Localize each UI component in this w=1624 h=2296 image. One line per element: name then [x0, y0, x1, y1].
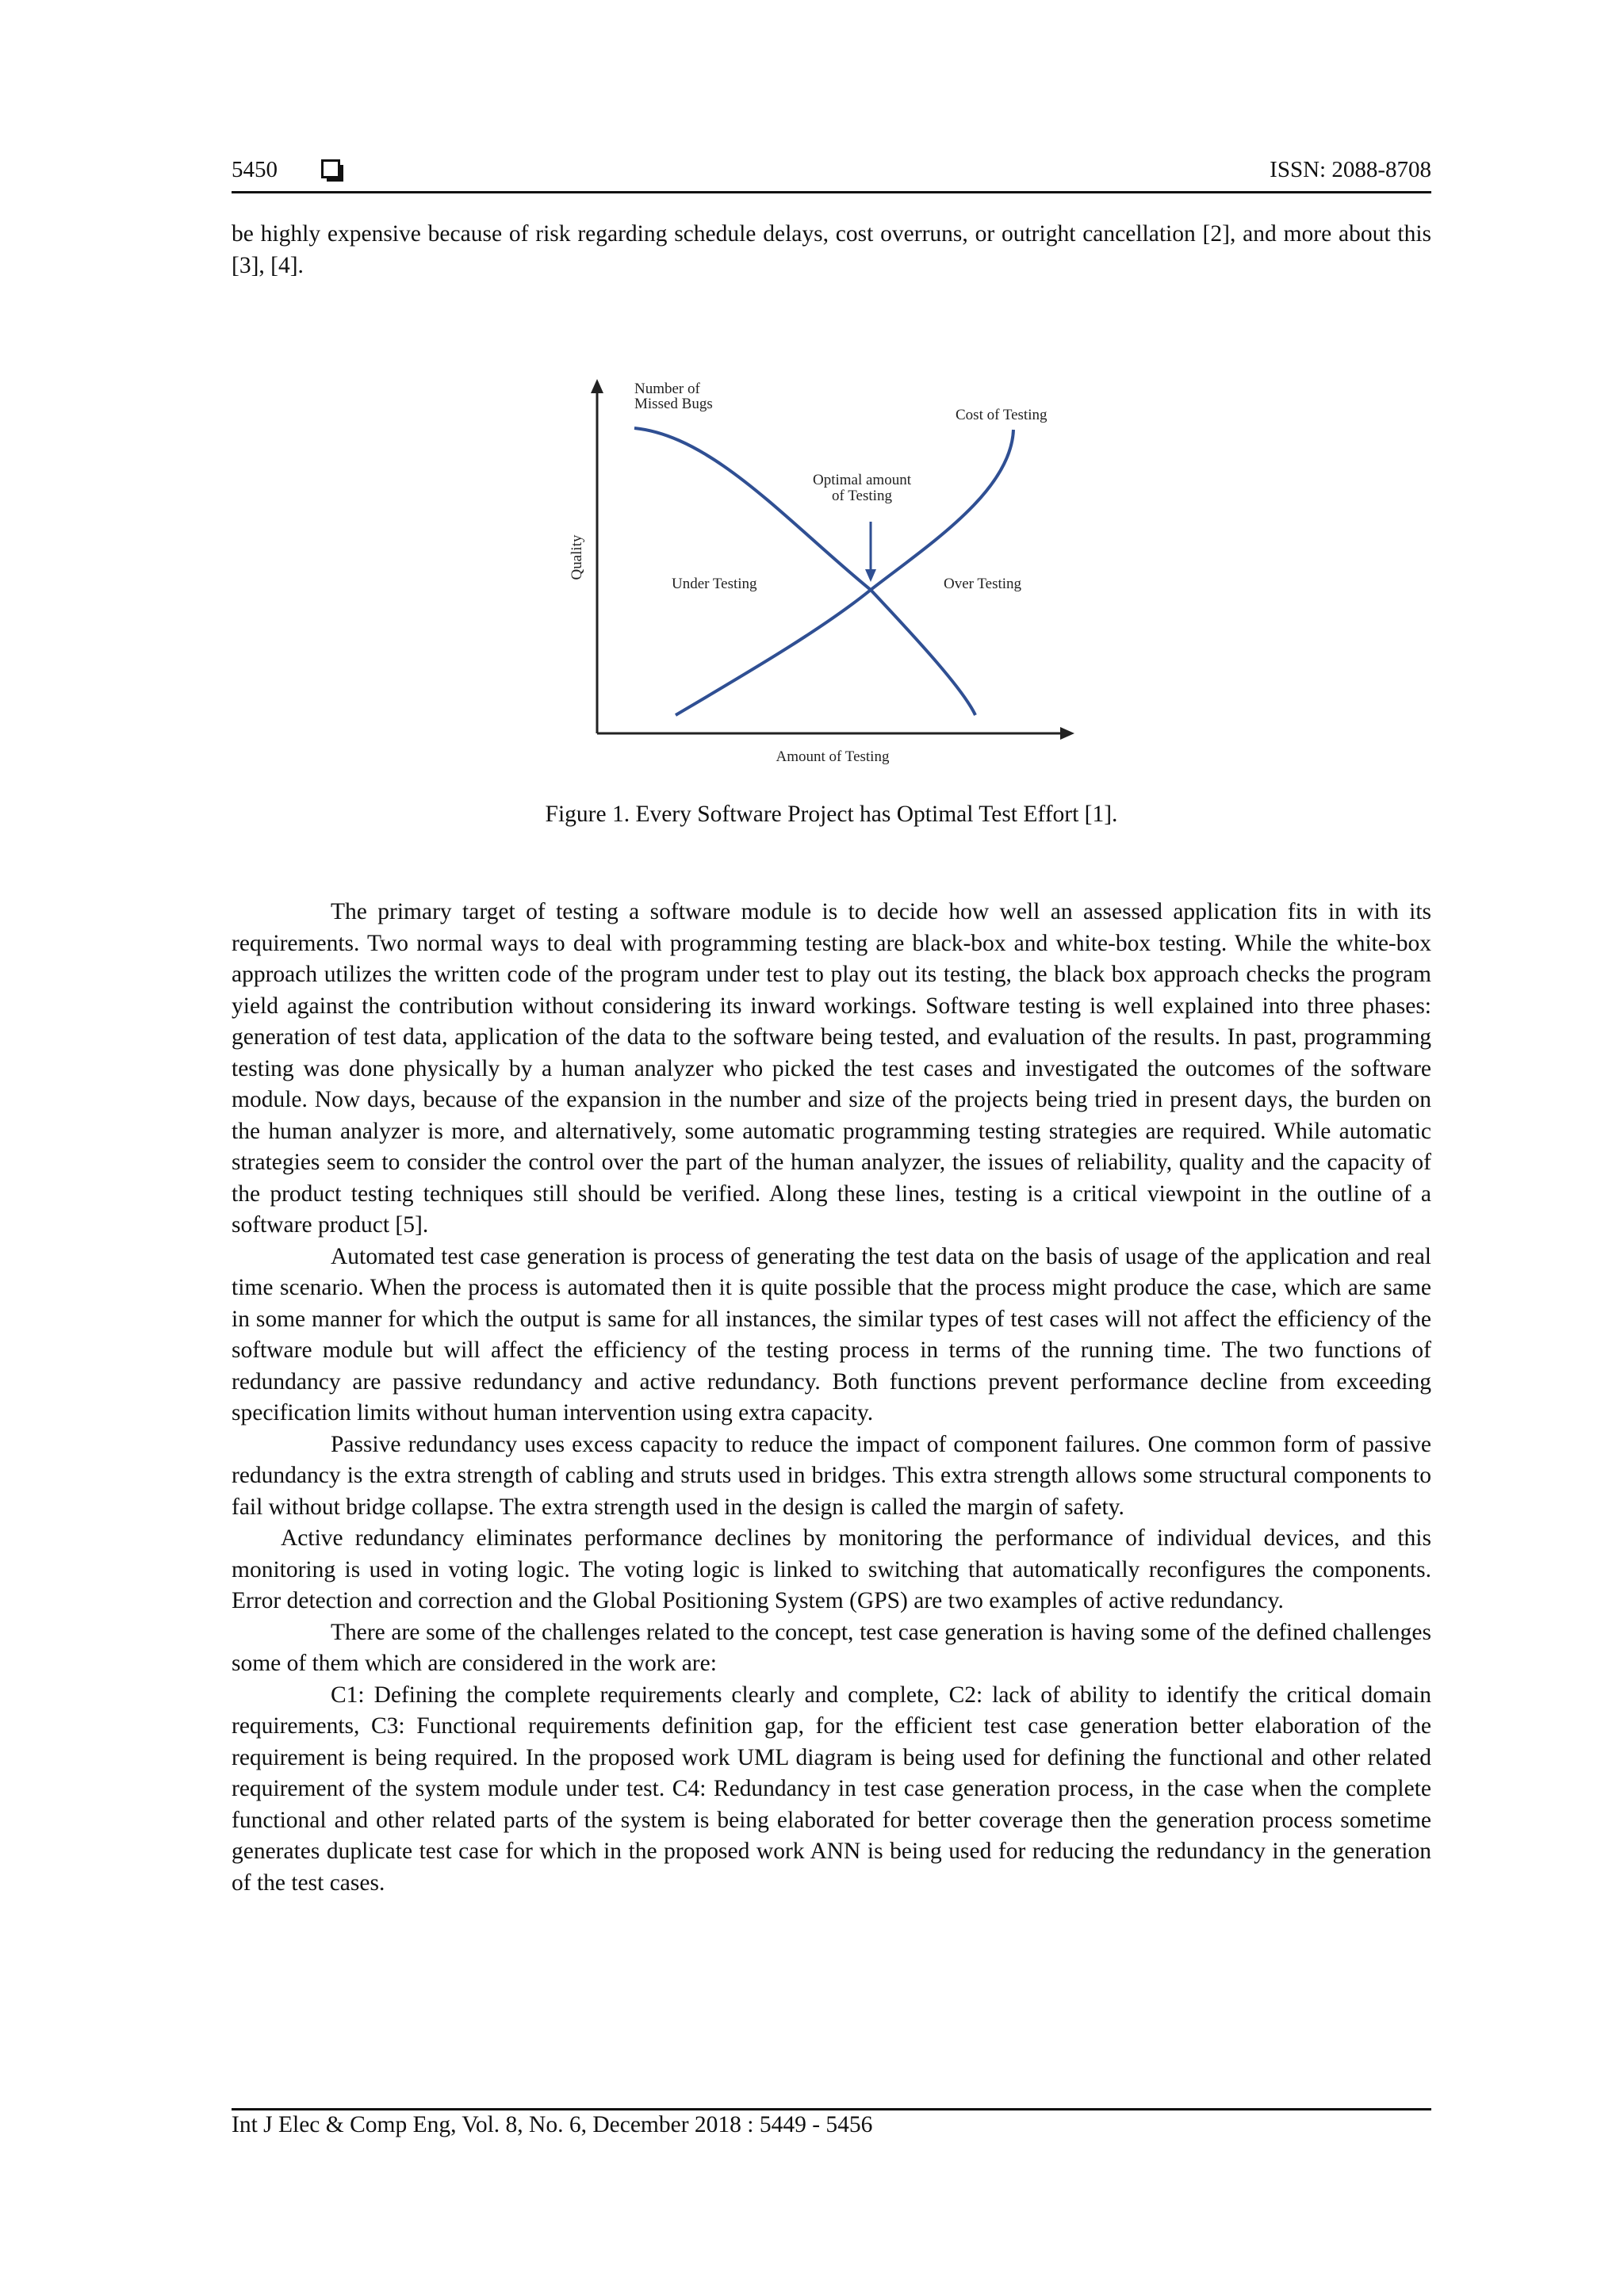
- under-testing-label: Under Testing: [672, 576, 757, 592]
- figure-optimal-test-effort: [555, 373, 1078, 777]
- optimal-label-2: of Testing: [832, 488, 892, 504]
- paragraph-active-redundancy: Active redundancy eliminates performance declines by monitoring the performance of individual devices, and this monitoring is used in voting logic. The voting logic is linked to switching that automatically reconfigures the components. Error detection and correction and the Global Positioning System (GPS) are two examples of active redundancy.: [232, 1525, 1431, 1613]
- missed-bugs-label-2: Missed Bugs: [634, 396, 713, 412]
- missed-bugs-label-1: Number of: [634, 381, 700, 397]
- y-axis-arrow-icon: [591, 379, 603, 393]
- x-axis-label: Amount of Testing: [776, 748, 890, 765]
- footer-citation: Int J Elec & Comp Eng, Vol. 8, No. 6, December 2018 : 5449 - 5456: [232, 2112, 873, 2137]
- x-axis-arrow-icon: [1060, 727, 1074, 740]
- paragraph-automated-generation: Automated test case generation is process of generating the test data on the basis of usage of the application and real time scenario. When the process is automated then it is quite possible that the process might produce the case, which are same in some manner for which the output is same for all instances, the similar types of test cases will not affect the efficiency of the software module but will affect the efficiency of the testing process in terms of the running time. The two functions of redundancy are passive redundancy and active redundancy. Both functions prevent performance decline from exceeding specification limits without human intervention using extra capacity.: [232, 1243, 1431, 1425]
- over-testing-label: Over Testing: [944, 576, 1022, 592]
- optimal-arrow-icon: [865, 569, 876, 582]
- intro-text: [232, 219, 1431, 281]
- main-text: [232, 897, 1431, 1899]
- figure-caption: Figure 1. Every Software Project has Optimal Test Effort [1].: [545, 802, 1118, 827]
- y-axis-label: Quality: [569, 534, 585, 580]
- footer-rule: [232, 2108, 1431, 2110]
- checkbox-square-icon: [321, 159, 340, 178]
- missed-bugs-curve: [634, 428, 975, 715]
- issn-label: ISSN: 2088-8708: [1270, 157, 1431, 182]
- paragraph-challenges-intro: There are some of the challenges related to the concept, test case generation is having some of the defined challenges some of them which are considered in the work are:: [232, 1619, 1431, 1676]
- header-rule: [232, 191, 1431, 193]
- page-number: 5450: [232, 157, 278, 182]
- paragraph-passive-redundancy: Passive redundancy uses excess capacity to reduce the impact of component failures. One common form of passive redundancy is the extra strength of cabling and struts used in bridges. This extra strength allows some structural components to fail without bridge collapse. The extra strength used in the design is called the margin of safety.: [232, 1431, 1431, 1520]
- figure-diagram: [555, 373, 1078, 777]
- paragraph-testing-target: The primary target of testing a software module is to decide how well an assessed application fits in with its requirements. Two normal ways to deal with programming testing are black-box and white-box testing. While the white-box approach utilizes the written code of the program under test to play out its testing, the black box approach checks the program yield against the contribution without considering its inward workings. Software testing is well explained into three phases: generation of test data, application of the data to the software being tested, and evaluation of the results. In past, programming testing was done physically by a human analyzer who picked the test cases and investigated the outcomes of the software module. Now days, because of the expansion in the number and size of the projects being tried in present days, the burden on the human analyzer is more, and alternatively, some automatic programming testing strategies are required. While automatic strategies seem to consider the control over the part of the human analyzer, the issues of reliability, quality and the capacity of the product testing techniques still should be verified. Along these lines, testing is a critical viewpoint in the outline of a software product [5].: [232, 899, 1431, 1238]
- optimal-label-1: Optimal amount: [812, 472, 912, 488]
- paragraph-continuation: be highly expensive because of risk regarding schedule delays, cost overruns, or outright cancellation [2], and more about this [3], [4].: [232, 221, 1431, 278]
- paragraph-challenges-list: C1: Defining the complete requirements clearly and complete, C2: lack of ability to identify the critical domain requirements, C3: Functional requirements definition gap, for the efficient test case generation better elaboration of the requirement is being required. In the proposed work UML diagram is being used for defining the functional and other related requirement of the system module under test. C4: Redundancy in test case generation process, in the case when the complete functional and other related parts of the system is being elaborated for better coverage then the generation process sometime generates duplicate test case for which in the proposed work ANN is being used for reducing the redundancy in the generation of the test cases.: [232, 1682, 1431, 1896]
- cost-of-testing-label: Cost of Testing: [956, 407, 1048, 423]
